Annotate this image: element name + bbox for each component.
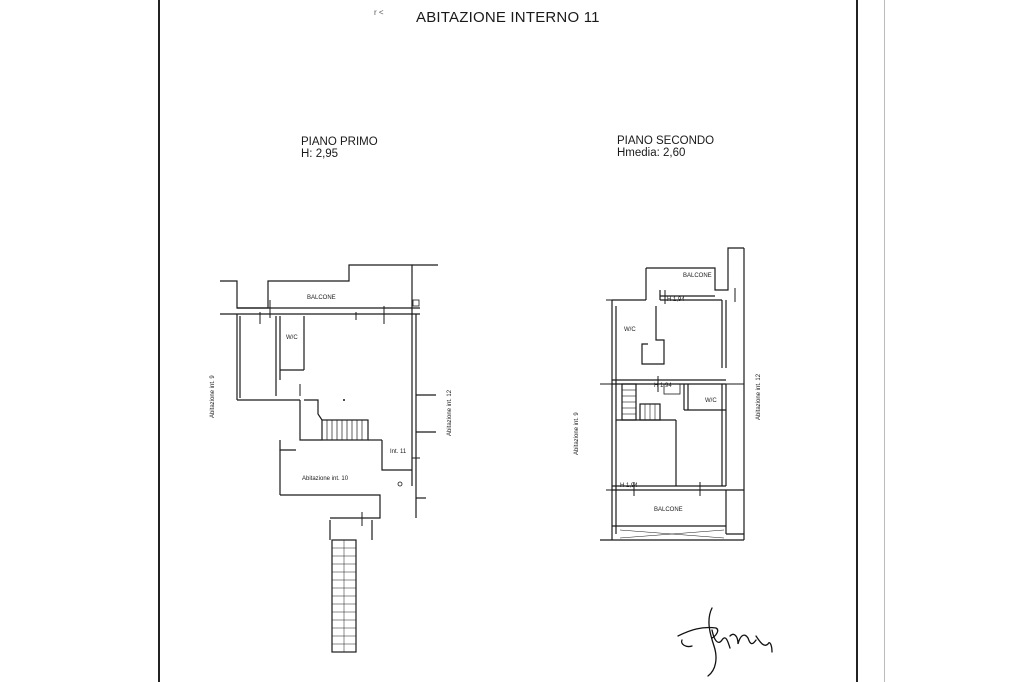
p1-unit-label: Int. 11 <box>390 449 407 455</box>
floor-2-name: PIANO SECONDO <box>617 135 715 147</box>
floor-2-height: Hmedia: 2,60 <box>617 147 686 159</box>
p2-balcony-bottom-label: BALCONE <box>654 507 683 513</box>
signature-image <box>672 600 782 680</box>
p2-h-bottom-label: H 1,94 <box>620 483 638 489</box>
p2-wc-right-label: W/C <box>705 398 717 404</box>
p2-h-mid-label: H 1,94 <box>654 383 672 389</box>
p2-h-top-label: H 1,94 <box>667 297 685 303</box>
p1-balcony-label: BALCONE <box>307 295 336 301</box>
p1-neighbour-left-label: Abitazione int. 9 <box>210 375 216 418</box>
page-title: ABITAZIONE INTERNO 11 <box>416 9 600 26</box>
floor-1-height: H: 2,95 <box>301 148 339 160</box>
corner-mark: r < <box>374 8 384 17</box>
floor-1-name: PIANO PRIMO <box>301 136 378 148</box>
p2-wc-left-label: W/C <box>624 327 636 333</box>
p2-neighbour-right-label: Abitazione int. 12 <box>756 373 762 420</box>
p2-top-wall <box>646 248 744 290</box>
p1-neighbour-below-label: Abitazione int. 10 <box>302 476 349 482</box>
p1-wc-label: W/C <box>286 335 298 341</box>
p2-neighbour-left-label: Abitazione int. 9 <box>574 412 580 455</box>
p2-balcony-top-label: BALCONE <box>683 273 712 279</box>
p1-neighbour-right-label: Abitazione int. 12 <box>447 389 453 436</box>
